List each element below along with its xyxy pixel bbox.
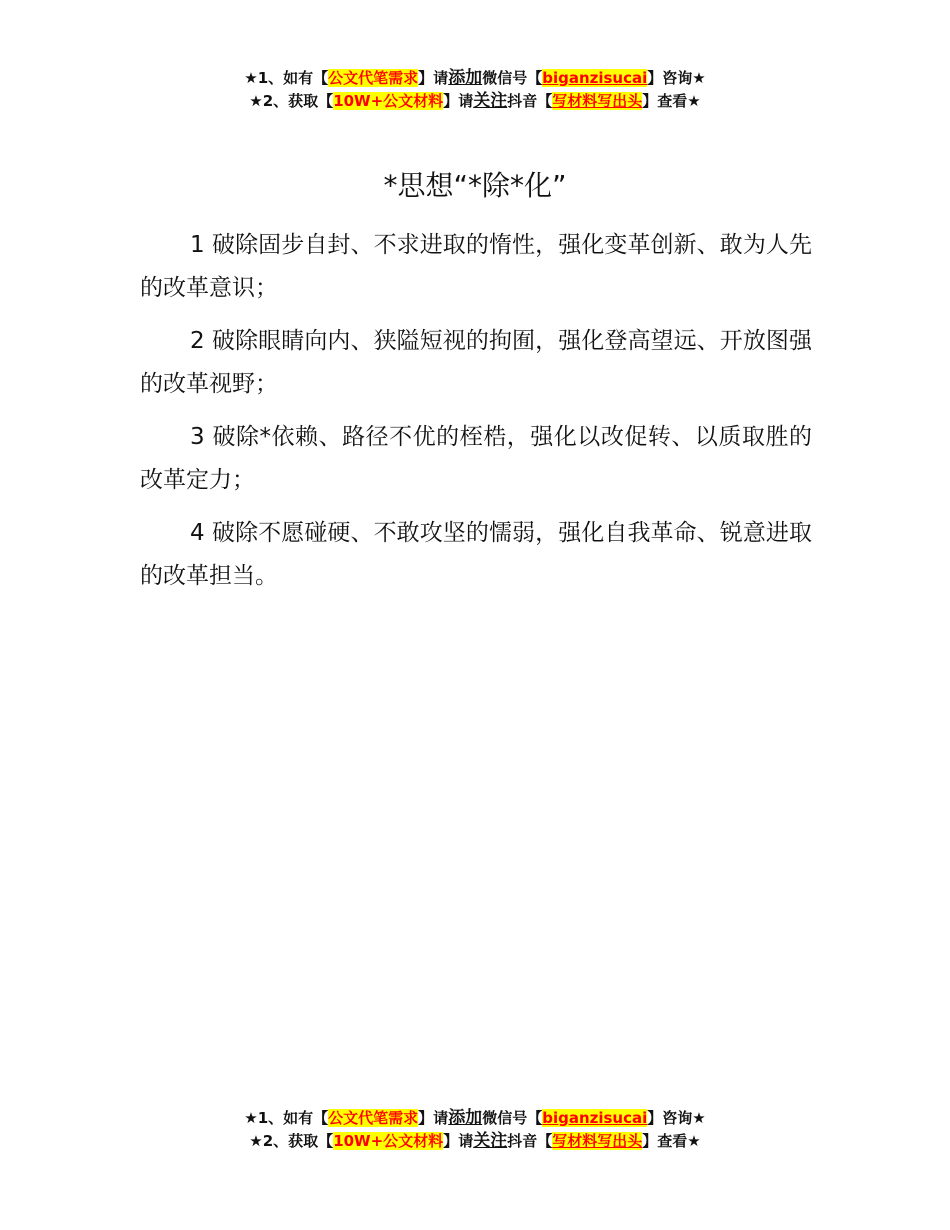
banner-text: ★2、获取【 — [249, 92, 334, 110]
document-body — [140, 224, 812, 608]
banner-text: 】请 — [443, 92, 474, 110]
banner-highlight: 写材料写出头 — [552, 1132, 643, 1150]
banner-text: 】请 — [418, 1109, 449, 1127]
banner-highlight: 写材料写出头 — [552, 92, 643, 110]
banner-text: 抖音【 — [507, 92, 553, 110]
banner-emphasis: 关注 — [473, 1131, 508, 1151]
banner-line-2 — [0, 1130, 950, 1153]
banner-highlight: 10W+公文材料 — [333, 92, 444, 110]
banner-emphasis: 添加 — [448, 1108, 483, 1128]
banner-text: 】咨询★ — [647, 1109, 706, 1127]
banner-text: 】查看★ — [642, 92, 701, 110]
banner-text: ★1、如有【 — [244, 69, 329, 87]
body-paragraph: 3 破除*依赖、路径不优的桎梏，强化以改促转、以质取胜的改革定力； — [140, 424, 812, 493]
banner-text: ★2、获取【 — [249, 1132, 334, 1150]
banner-line-1 — [0, 1107, 950, 1130]
footer-banner — [0, 1107, 950, 1153]
body-paragraph: 4 破除不愿碰硬、不敢攻坚的懦弱，强化自我革命、锐意进取的改革担当。 — [140, 520, 812, 589]
banner-text: ★1、如有【 — [244, 1109, 329, 1127]
banner-text: 抖音【 — [507, 1132, 553, 1150]
banner-text: 】请 — [443, 1132, 474, 1150]
banner-highlight: 公文代笔需求 — [328, 1109, 419, 1127]
banner-text: 】请 — [418, 69, 449, 87]
banner-line-1 — [0, 67, 950, 90]
banner-emphasis: 关注 — [473, 91, 508, 111]
banner-text: 】咨询★ — [647, 69, 706, 87]
document-title: *思想“*除*化” — [383, 169, 567, 202]
banner-highlight: biganzisucai — [542, 1109, 648, 1127]
header-banner — [0, 67, 950, 113]
banner-text: 】查看★ — [642, 1132, 701, 1150]
banner-line-2 — [0, 90, 950, 113]
banner-text: 微信号【 — [482, 69, 543, 87]
banner-highlight: biganzisucai — [542, 69, 648, 87]
banner-text: 微信号【 — [482, 1109, 543, 1127]
banner-highlight: 公文代笔需求 — [328, 69, 419, 87]
body-paragraph: 1 破除固步自封、不求进取的惰性，强化变革创新、敢为人先的改革意识； — [140, 232, 812, 301]
banner-highlight: 10W+公文材料 — [333, 1132, 444, 1150]
banner-emphasis: 添加 — [448, 68, 483, 88]
body-paragraph: 2 破除眼睛向内、狭隘短视的拘囿，强化登高望远、开放图强的改革视野； — [140, 328, 812, 397]
